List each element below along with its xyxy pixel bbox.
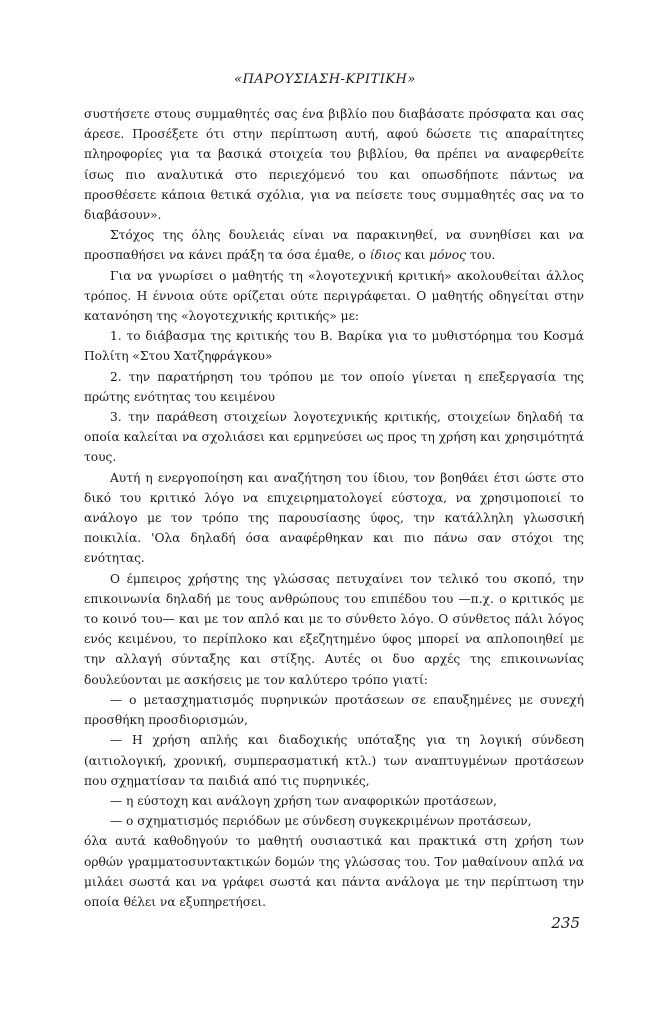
text-span: Στόχος της όλης δουλειάς είναι να παρακινηθεί, να συνηθίσει και να προσπαθήσει να κάνει πράξη τα όσα έμαθε, ο	[84, 228, 584, 263]
paragraph-continuation: συστήσετε στους συμμαθητές σας ένα βιβλίο που διαβάσατε πρόσφατα και σας άρεσε. Προσέξετε ότι στην περίπτωση αυτή, αφού δώσετε τις απαραίτητες πληροφορίες για τα βασικά στοιχεία του βιβλίου, θα πρέπει να αναφερθείτε ίσως πιο αναλυτικά στο περιεχόμενό του και οπωσδήποτε πάντως να προσθέσετε κάποια θετικά σχόλια, για να πείσετε τους συμμαθητές σας να το διαβάσουν».	[84, 107, 584, 223]
dash-item-2: — Η χρήση απλής και διαδοχικής υπόταξης για τη λογική σύνδεση (αιτιολογική, χρονική, συμπερασματική κτλ.) των αναπτυγμένων προτάσεων που σχηματίσαν τα παιδιά από τις πυρηνικές,	[84, 733, 584, 788]
paragraph-method: Για να γνωρίσει ο μαθητής τη «λογοτεχνική κριτική» ακολουθείται άλλος τρόπος. Η έννοια ούτε ορίζεται ούτε περιγράφεται. Ο μαθητής οδηγείται στην κατανόηση της «λογοτεχνικής κριτικής» με:	[84, 268, 584, 324]
paragraph-goal	[84, 225, 584, 265]
paragraph-experienced-user: Ο έμπειρος χρήστης της γλώσσας πετυχαίνει τον τελικό του σκοπό, την επικοινωνία δηλαδή με τους ανθρώπους του επιπέδου του —π.χ. ο κριτικός με το κοινό του— και με τον απλό και με το σύνθετο λόγο. Ο σύνθετος πάλι λόγος ενός κειμένου, το περίπλοκο και εξεζητημένο ύφος μπορεί να απλοποιηθεί με την αλλαγή σύνταξης και στίξης. Αυτές οι δυο αρχές της επικοινωνίας δουλεύονται με ασκήσεις με τον καλύτερο τρόπο γιατί:	[84, 571, 584, 687]
body-text	[84, 104, 584, 912]
dash-item-4: — ο σχηματισμός περιόδων με σύνδεση συγκεκριμένων προτάσεων,	[110, 814, 532, 829]
paragraph-conclusion: όλα αυτά καθοδηγούν το μαθητή ουσιαστικά και πρακτικά στη χρήση των ορθών γραμματοσυντακτικών δομών της γλώσσας του. Τον μαθαίνουν απλά να μιλάει σωστά και να γράφει σωστά και πάντα ανάλογα με την περίπτωση την οποία θέλει να εξυπηρετήσει.	[84, 834, 584, 909]
paragraph-activation: Αυτή η ενεργοποίηση και αναζήτηση του ίδιου, τον βοηθάει έτσι ώστε στο δικό του κριτικό λόγο να επιχειρηματολογεί εύστοχα, να χρησιμοποιεί το ανάλογο με τον τρόπο της παρουσίασης ύφος, την κατάλληλη γλωσσική ποικιλία. 'Ολα δηλαδή όσα αναφέρθηκαν και πιο πάνω σαν στόχοι της ενότητας.	[84, 470, 584, 566]
list-item-2: 2. την παρατήρηση του τρόπου με τον οποίο γίνεται η επεξεργασία της πρώτης ενότητας του κειμένου	[84, 369, 584, 404]
list-item-1: 1. το διάβασμα της κριτικής του Β. Βαρίκα για το μυθιστόρημα του Κοσμά Πολίτη «Στου Χατζηφράγκου»	[84, 329, 584, 364]
italic-word: μόνος	[429, 248, 466, 263]
italic-word: ίδιος	[369, 248, 401, 263]
dash-item-3: — η εύστοχη και ανάλογη χρήση των αναφορικών προτάσεων,	[110, 793, 497, 808]
text-span: και	[400, 248, 430, 263]
list-item-3: 3. την παράθεση στοιχείων λογοτεχνικής κριτικής, στοιχείων δηλαδή τα οποία καλείται να σχολιάσει και ερμηνεύσει ως προς τη χρήση και χρησιμότητά τους.	[84, 410, 584, 465]
text-span: του.	[466, 248, 496, 263]
dash-item-1: — ο μετασχηματισμός πυρηνικών προτάσεων σε επαυξημένες με συνεχή προσθήκη προσδιορισμών,	[84, 692, 584, 728]
page-number: 235	[551, 914, 580, 932]
running-header: «ΠΑΡΟΥΣΙΑΣΗ-ΚΡΙΤΙΚΗ»	[234, 72, 416, 87]
